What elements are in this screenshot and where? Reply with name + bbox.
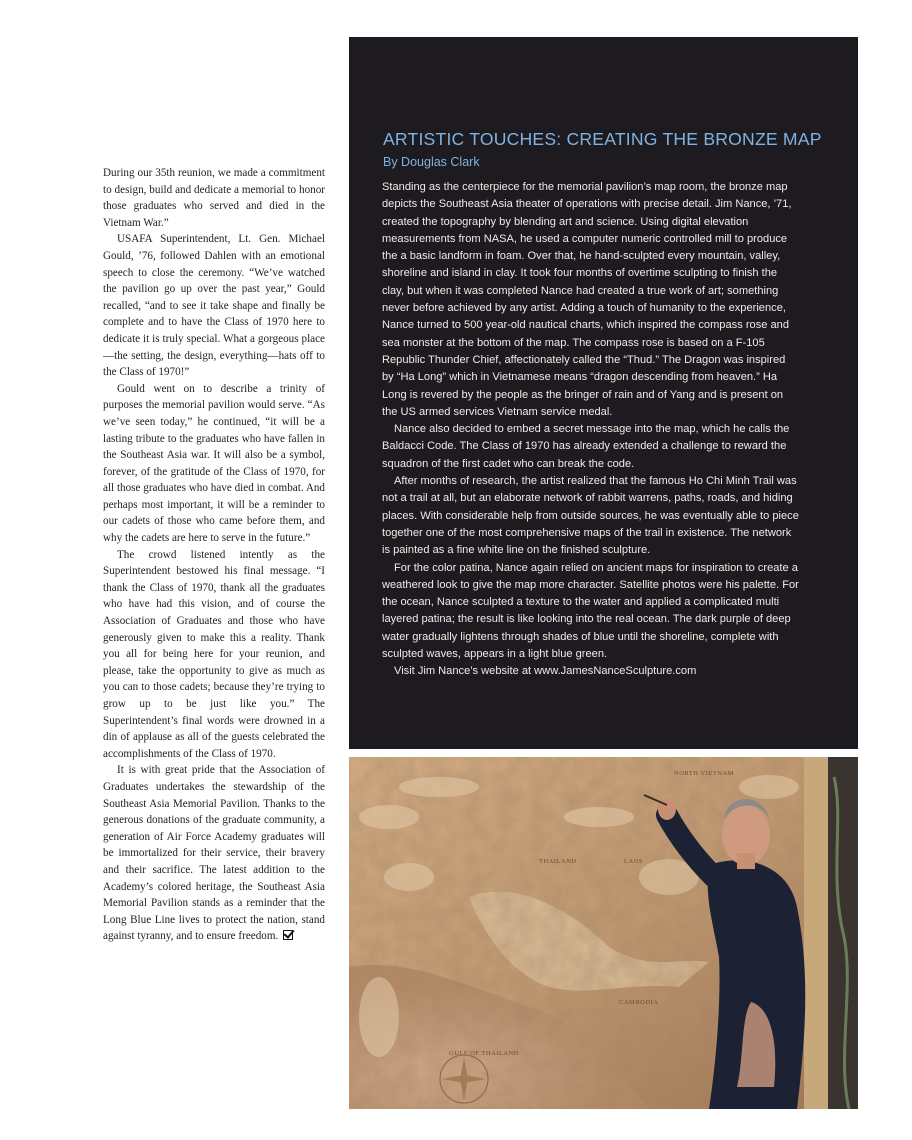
paragraph: Gould went on to describe a trinity of purposes the memorial pavilion would serve. “As we’ve seen today,” he continued, “it will be a lasting tribute to the graduates who have fallen in the Southeast Asia war. It will also be a symbol, forever, of the gratitude of the Class of 1970, for all those graduates who have died in combat. And perhaps most important, it will be a reminder to our cadets of those who came before them, and why the cadets are here to serve in the future.” xyxy=(103,382,325,545)
sidebar-panel xyxy=(349,37,858,749)
map-label: CAMBODIA xyxy=(619,999,659,1006)
paragraph: The crowd listened intently as the Superintendent bestowed his final message. “I thank the Class of 1970, thank all the graduates who have had this vision, and of course the Association of Graduates and those who have generously given to make this a reality. Thank you all for being here for your reunion, and please, take the opportunity to give as much as you can to those cadets; because they’re trying to grow up to be just like you.” The Superintendent’s final words were drowned in a din of applause as all of the guests celebrated the accomplishments of the Class of 1970. xyxy=(103,548,325,760)
map-label: GULF OF THAILAND xyxy=(449,1050,519,1057)
sidebar-headline: ARTISTIC TOUCHES: CREATING THE BRONZE MAP xyxy=(383,129,822,149)
paragraph: For the color patina, Nance again relied on ancient maps for inspiration to create a weathered look to give the map more character. Satellite photos were his palette. For the ocean, Nance sculpted a texture to the water and applied a complicated multi layered patina; the result is like looking into the real ocean. The dark purple of deep water gradually lightens through shades of blue until the shoreline, complete with sculpted waves, appears in a light blue green. xyxy=(382,561,799,661)
sculptor-photo xyxy=(349,757,858,1109)
end-mark-checkbox-icon xyxy=(283,930,293,940)
map-label: THAILAND xyxy=(539,858,577,865)
map-sculpture-illustration xyxy=(349,757,858,1109)
wall-fixtures xyxy=(804,757,858,1109)
paragraph-text: It is with great pride that the Association of Graduates undertakes the stewardship of the Southeast Asia Memorial Pavilion. Thanks to the generous donations of the graduate community, a generation of Air Force Academy graduates will be immortalized for their service, their bravery and their sacrifice. The latest addition to the Academy’s colored heritage, the Southeast Asia Memorial Pavilion stands as a reminder that the Long Blue Line lives to protect the nation, stand against tyranny, and to ensure freedom. xyxy=(103,764,325,943)
paragraph: Standing as the centerpiece for the memorial pavilion’s map room, the bronze map depicts the Southeast Asia theater of operations with precise detail. Jim Nance, ’71, created the topography by blending art and science. Using digital elevation measurements from NASA, he used a computer numeric controlled mill to produce the a basic landform in foam. Over that, he hand-sculpted every mountain, valley, shoreline and island in clay. It took four months of overtime sculpting to finish the clay, but when it was completed Nance had created a true work of art; something never before achieved by any artist. Adding a touch of humanity to the experience, Nance turned to 500 year-old nautical charts, which inspired the compass rose and sea monster at the bottom of the map. The compass rose is based on a F-105 Republic Thunder Chief, affectionately called the “Thud.” The Dragon was inspired by “Ha Long” which in Vietnamese means “dragon descending from heaven.” Ha Long is revered by the people as the bringer of rain and of Yang and is present on the US armed services Vietnam service medal. xyxy=(382,181,792,418)
paragraph: Visit Jim Nance’s website at www.JamesNanceSculpture.com xyxy=(394,665,697,678)
article-left-column xyxy=(103,165,325,945)
map-label: NORTH VIETNAM xyxy=(674,770,734,777)
paragraph: Nance also decided to embed a secret message into the map, which he calls the Baldacci Code. The Class of 1970 has already extended a challenge to reward the squadron of the first cadet who can break the code. xyxy=(382,423,790,470)
sidebar-body xyxy=(382,179,800,681)
paragraph: During our 35th reunion, we made a commitment to design, build and dedicate a memorial to honor those graduates who served and died in the Vietnam War.” xyxy=(103,167,325,229)
paragraph: USAFA Superintendent, Lt. Gen. Michael Gould, ’76, followed Dahlen with an emotional speech to close the ceremony. “We’ve watched the pavilion go up over the past year,” Gould recalled, “and to see it take shape and finally be complete and to have the Class of 1970 here to dedicate it is truly special. What a gorgeous place—the setting, the design, everything—hats off to the Class of 1970!” xyxy=(103,233,325,379)
map-label: LAOS xyxy=(624,858,643,865)
paragraph xyxy=(103,762,325,945)
compass-rose-icon xyxy=(440,1055,488,1103)
sidebar-byline: By Douglas Clark xyxy=(383,155,480,169)
paragraph: After months of research, the artist realized that the famous Ho Chi Minh Trail was not a trail at all, but an elaborate network of rabbit warrens, paths, roads, and hiding places. With considerable help from outside sources, he was eventually able to piece together one of the most comprehensive maps of the trail in existence. The network is painted as a fine white line on the finished sculpture. xyxy=(382,475,799,557)
